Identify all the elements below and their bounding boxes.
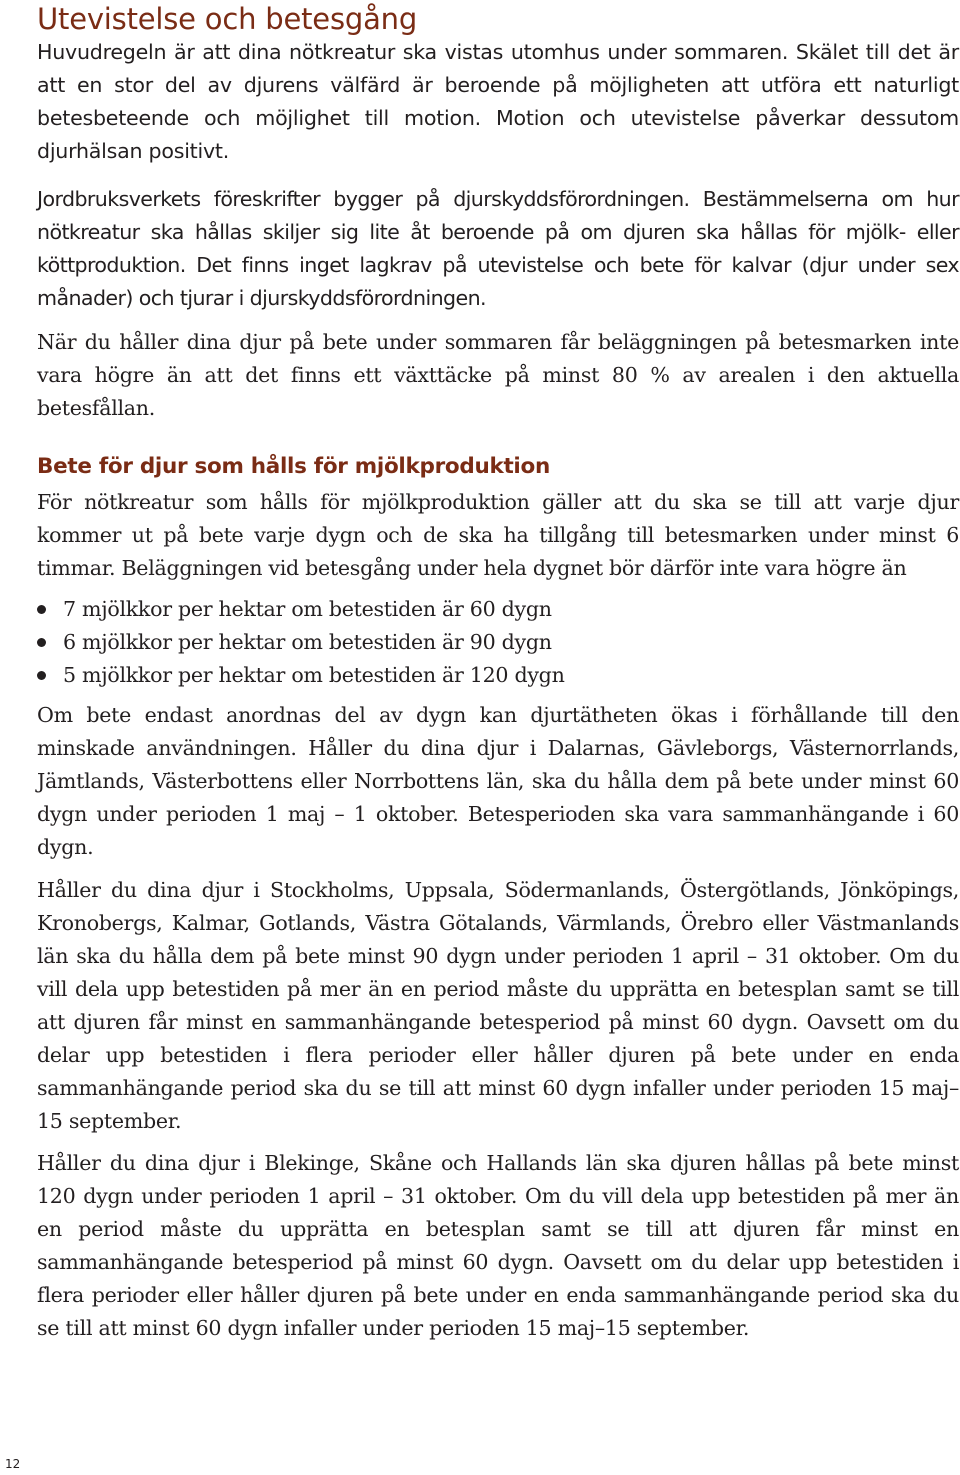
partial-day-paragraph: Om bete endast anordnas del av dygn kan djurtätheten ökas i förhållande till den minskade användningen. Håller du dina djur i Dalarnas, Gävleborgs, Västernorrlands, Jämtlands, Västerbottens eller Norrbottens län, ska du hålla dem på bete under minst 60 dygn under perioden 1 maj – 1 oktober. Betesperioden ska vara sammanhängande i 60 dygn.	[37, 703, 959, 859]
section-title: Utevistelse och betesgång	[37, 2, 418, 36]
bullet-icon	[37, 605, 46, 614]
southern-counties-section	[37, 1147, 959, 1345]
dairy-paragraph: För nötkreatur som hålls för mjölkproduktion gäller att du ska se till att varje djur kommer ut på bete varje dygn och de ska ha tillgång till betesmarken under minst 6 timmar. Beläggningen vid betesgång under hela dygnet bör därför inte vara högre än	[37, 490, 959, 580]
regulations-paragraph: Jordbruksverkets föreskrifter bygger på djurskyddsförordningen. Bestämmelserna om hur nötkreatur ska hållas skiljer sig lite åt beroende på om djuren ska hållas för mjölk- eller köttproduktion. Det finns inget lagkrav på utevistelse och bete för kalvar (djur under sex månader) och tjurar i djurskyddsförordningen.	[37, 187, 959, 310]
list-item	[37, 659, 959, 692]
coverage-paragraph: När du håller dina djur på bete under sommaren får beläggningen på betesmarken inte vara högre än att det finns ett växttäcke på minst 80 % av arealen i den aktuella betesfållan.	[37, 330, 959, 420]
central-counties-section	[37, 874, 959, 1138]
southern-counties-paragraph: Håller du dina djur i Blekinge, Skåne och Hallands län ska djuren hållas på bete minst 120 dygn under perioden 1 april – 31 oktober. Om du vill dela upp betestiden på mer än en period måste du upprätta en betesplan samt se till att djuren får minst en sammanhängande betesperiod på minst 60 dygn. Oavsett om du delar upp betestiden i flera perioder eller håller djuren på bete under en enda sammanhängande period ska du se till att minst 60 dygn infaller under perioden 15 maj–15 september.	[37, 1151, 959, 1340]
intro-section	[37, 36, 959, 168]
stocking-list-section	[37, 593, 959, 692]
central-counties-paragraph: Håller du dina djur i Stockholms, Uppsala, Södermanlands, Östergötlands, Jönköpings, Kronobergs, Kalmar, Gotlands, Västra Götalands, Värmlands, Örebro eller Västmanlands län ska du hålla dem på bete minst 90 dygn under perioden 1 april – 31 oktober. Om du vill dela upp betestiden på mer än en period måste du upprätta en betesplan samt se till att djuren får minst en sammanhängande betesperiod på minst 60 dygn. Oavsett om du delar upp betestiden i flera perioder eller håller djuren på bete under en enda sammanhängande period ska du se till att minst 60 dygn infaller under perioden 15 maj–15 september.	[37, 878, 959, 1133]
partial-day-section	[37, 699, 959, 864]
list-item	[37, 626, 959, 659]
regulations-section	[37, 183, 959, 315]
list-item	[37, 593, 959, 626]
bullet-icon	[37, 671, 46, 680]
subheading-dairy: Bete för djur som hålls för mjölkproduktion	[37, 454, 550, 479]
intro-paragraph: Huvudregeln är att dina nötkreatur ska vistas utomhus under sommaren. Skälet till det är att en stor del av djurens välfärd är beroende på möjligheten att utföra ett naturligt betesbeteende och möjlighet till motion. Motion och utevistelse påverkar dessutom djurhälsan positivt.	[37, 40, 959, 163]
list-item-text: 7 mjölkkor per hektar om betestiden är 60 dygn	[63, 597, 552, 621]
dairy-section	[37, 452, 959, 585]
bullet-icon	[37, 638, 46, 647]
list-item-text: 5 mjölkkor per hektar om betestiden är 120 dygn	[63, 663, 565, 687]
page-number: 12	[5, 1457, 21, 1471]
list-item-text: 6 mjölkkor per hektar om betestiden är 90 dygn	[63, 630, 552, 654]
stocking-rate-list	[37, 593, 959, 692]
coverage-section	[37, 326, 959, 425]
